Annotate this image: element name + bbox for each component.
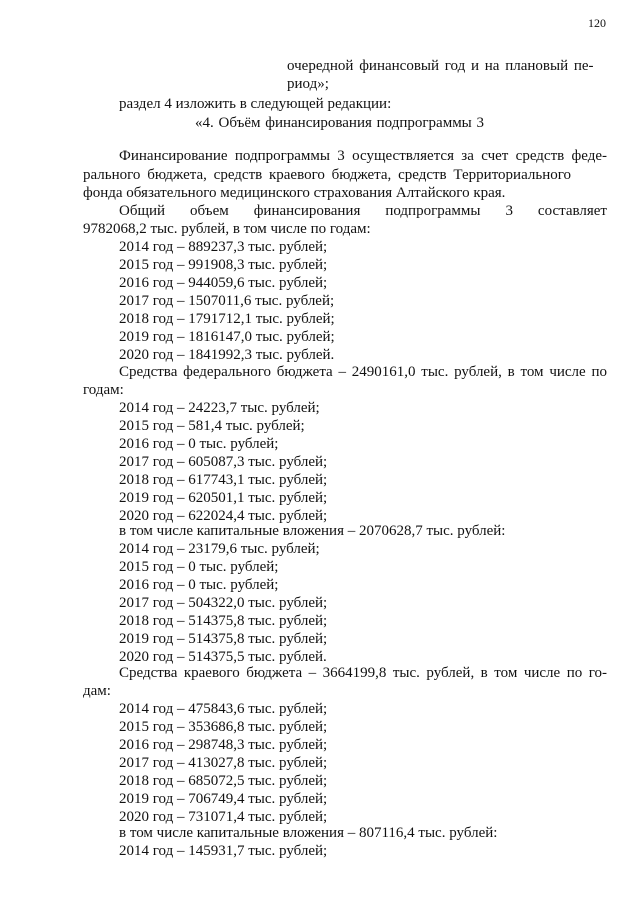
total-years-list — [119, 238, 335, 364]
year-line: 2020 год – 731071,4 тыс. рублей; — [119, 809, 328, 825]
year-line: 2015 год – 991908,3 тыс. рублей; — [119, 257, 328, 273]
para1-line1: Финансирование подпрограммы 3 осуществляется за счет средств феде- — [119, 148, 607, 164]
top-line-2: риод»; — [287, 76, 329, 92]
regional-capital-years-list — [119, 842, 327, 860]
year-line: 2019 год – 620501,1 тыс. рублей; — [119, 490, 328, 506]
para2-line2: 9782068,2 тыс. рублей, в том числе по годам: — [83, 221, 371, 237]
section-heading: «4. Объём финансирования подпрограммы 3 — [195, 115, 485, 131]
year-line: 2014 год – 475843,6 тыс. рублей; — [119, 701, 328, 717]
year-line: 2017 год – 413027,8 тыс. рублей; — [119, 755, 328, 771]
federal-line2: годам: — [83, 382, 124, 398]
year-line: 2016 год – 0 тыс. рублей; — [119, 436, 279, 452]
federal-years-list — [119, 399, 327, 525]
year-line: 2020 год – 514375,5 тыс. рублей. — [119, 649, 327, 665]
year-line: 2020 год – 622024,4 тыс. рублей; — [119, 508, 328, 524]
year-line: 2016 год – 944059,6 тыс. рублей; — [119, 275, 328, 291]
year-line: 2019 год – 514375,8 тыс. рублей; — [119, 631, 328, 647]
year-line: 2016 год – 298748,3 тыс. рублей; — [119, 737, 328, 753]
year-line: 2014 год – 23179,6 тыс. рублей; — [119, 541, 320, 557]
page-number: 120 — [588, 16, 606, 30]
year-line: 2017 год – 504322,0 тыс. рублей; — [119, 595, 328, 611]
year-line: 2015 год – 0 тыс. рублей; — [119, 559, 279, 575]
year-line: 2014 год – 145931,7 тыс. рублей; — [119, 843, 328, 859]
year-line: 2015 год – 581,4 тыс. рублей; — [119, 418, 305, 434]
section-instruction: раздел 4 изложить в следующей редакции: — [119, 96, 392, 112]
year-line: 2016 год – 0 тыс. рублей; — [119, 577, 279, 593]
para2-line1: Общий объем финансирования подпрограммы 3 составляет — [119, 203, 607, 219]
year-line: 2019 год – 706749,4 тыс. рублей; — [119, 791, 328, 807]
year-line: 2017 год – 1507011,6 тыс. рублей; — [119, 293, 335, 309]
federal-capital-line: в том числе капитальные вложения – 2070628,7 тыс. рублей: — [119, 523, 506, 539]
year-line: 2018 год – 685072,5 тыс. рублей; — [119, 773, 328, 789]
top-line-1: очередной финансовый год и на плановый пе- — [287, 58, 594, 74]
federal-line1: Средства федерального бюджета – 2490161,0 тыс. рублей, в том числе по — [119, 364, 607, 380]
year-line: 2018 год – 514375,8 тыс. рублей; — [119, 613, 328, 629]
year-line: 2019 год – 1816147,0 тыс. рублей; — [119, 329, 335, 345]
regional-line2: дам: — [83, 683, 111, 699]
regional-years-list — [119, 700, 327, 826]
para1-line3: фонда обязательного медицинского страхования Алтайского края. — [83, 185, 506, 201]
year-line: 2018 год – 1791712,1 тыс. рублей; — [119, 311, 335, 327]
federal-capital-years-list — [119, 540, 327, 666]
para1-line2: рального бюджета, средств краевого бюджета, средств Территориального — [83, 167, 571, 183]
year-line: 2014 год – 24223,7 тыс. рублей; — [119, 400, 320, 416]
regional-capital-line: в том числе капитальные вложения – 807116,4 тыс. рублей: — [119, 825, 498, 841]
year-line: 2018 год – 617743,1 тыс. рублей; — [119, 472, 328, 488]
year-line: 2020 год – 1841992,3 тыс. рублей. — [119, 347, 335, 363]
year-line: 2014 год – 889237,3 тыс. рублей; — [119, 239, 328, 255]
year-line: 2017 год – 605087,3 тыс. рублей; — [119, 454, 328, 470]
year-line: 2015 год – 353686,8 тыс. рублей; — [119, 719, 328, 735]
regional-line1: Средства краевого бюджета – 3664199,8 тыс. рублей, в том числе по го- — [119, 665, 607, 681]
